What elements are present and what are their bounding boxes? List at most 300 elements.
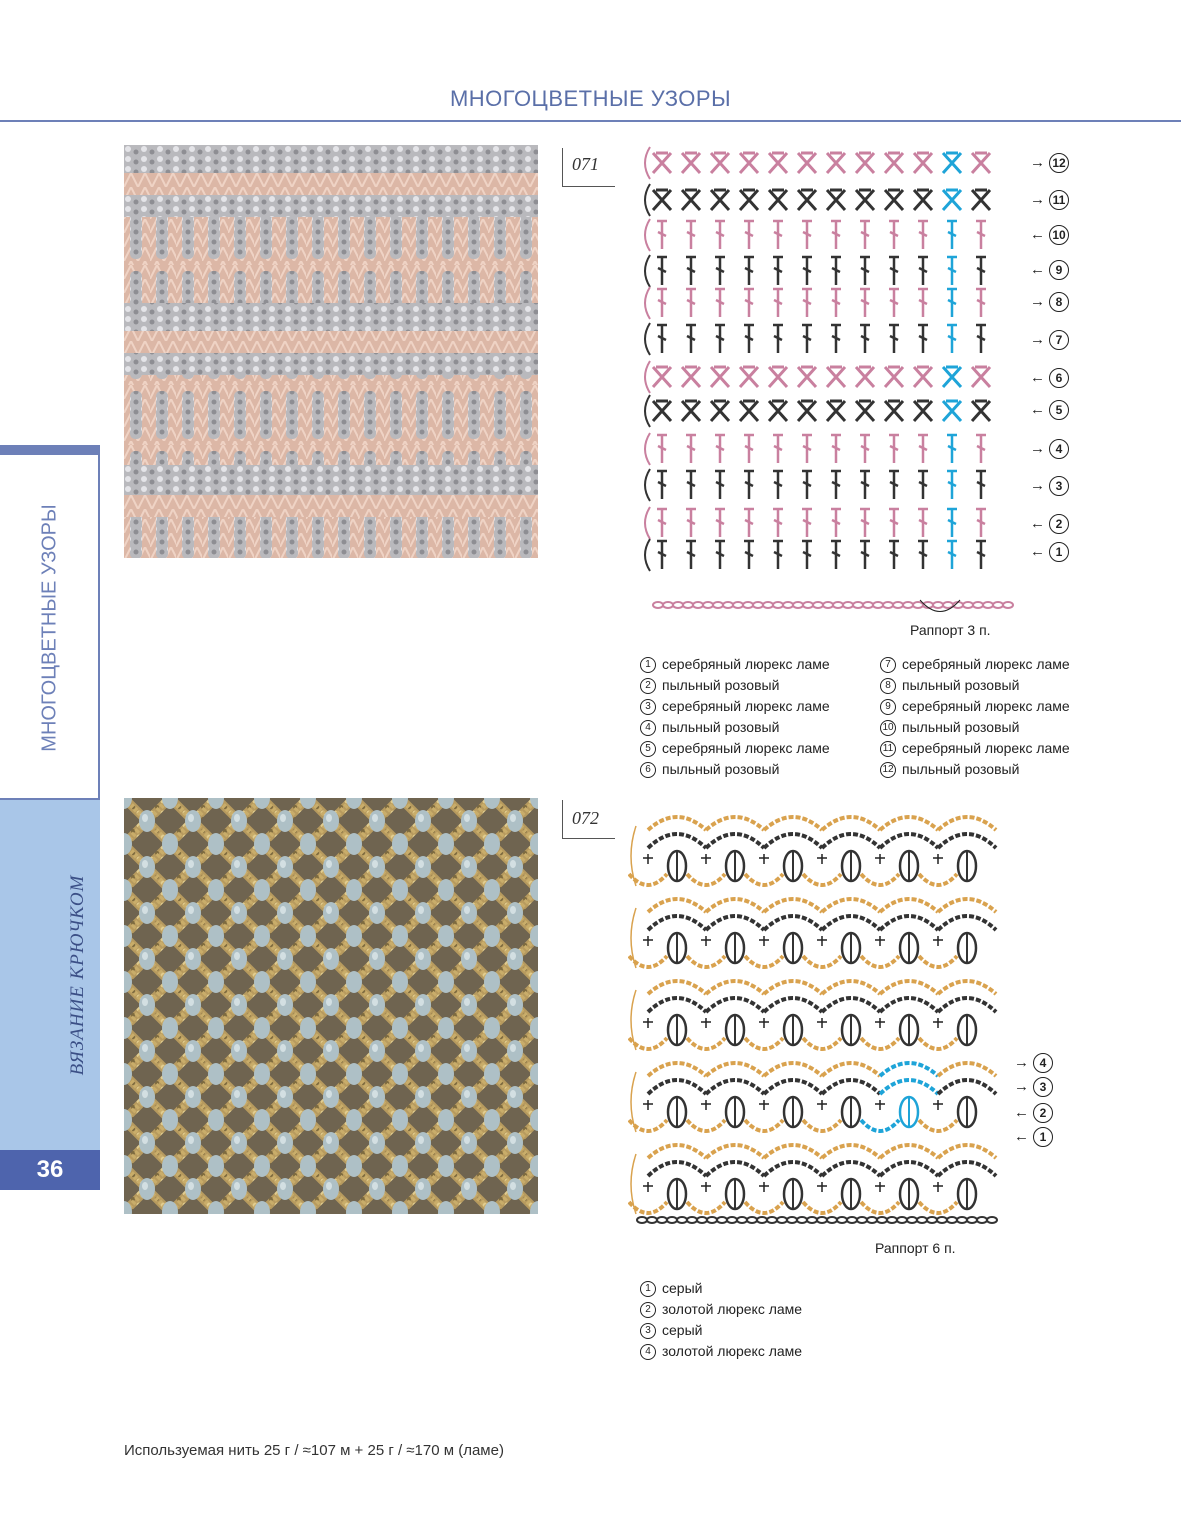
row-number: 8 (1049, 292, 1069, 312)
double-crochet-symbol (773, 257, 783, 285)
chain-arc-gold (706, 1063, 764, 1076)
row-number: 1 (1049, 542, 1069, 562)
cross-stitch-symbol (856, 401, 874, 421)
single-crochet-symbol (643, 936, 653, 946)
double-crochet-symbol (976, 435, 986, 463)
row-direction-arrow: → (1014, 1053, 1029, 1071)
legend-row-number: 6 (640, 762, 656, 778)
chain-arc-gold-lower (687, 956, 725, 967)
chain-arc-gold (938, 981, 996, 994)
chain-stitch-symbol (753, 602, 763, 608)
chain-stitch-symbol (947, 1217, 957, 1223)
legend-item (640, 1299, 802, 1320)
legend-item (880, 759, 1070, 780)
cross-stitch-symbol (827, 153, 845, 173)
cross-stitch-symbol (914, 367, 932, 387)
double-crochet-symbol (773, 221, 783, 249)
double-crochet-symbol (976, 541, 986, 569)
double-crochet-symbol (889, 325, 899, 353)
double-crochet-symbol (715, 509, 725, 537)
legend-row-number: 5 (640, 741, 656, 757)
row-direction-arrow: ← (1030, 368, 1045, 386)
chain-stitch-symbol (933, 602, 943, 608)
legend-row-number: 7 (880, 657, 896, 673)
chain-arc-gold-lower (745, 956, 783, 967)
legend-yarn-color: пыльный розовый (902, 761, 1020, 777)
double-crochet-symbol (744, 435, 754, 463)
double-crochet-symbol (686, 257, 696, 285)
row-number: 11 (1049, 190, 1069, 210)
row-direction-arrow: → (1014, 1077, 1029, 1095)
chain-stitch-symbol (703, 602, 713, 608)
double-crochet-symbol (715, 257, 725, 285)
chain-stitch-symbol (637, 1217, 647, 1223)
double-crochet-symbol (947, 509, 957, 537)
double-crochet-symbol (657, 541, 667, 569)
cross-stitch-symbol (711, 367, 729, 387)
row-direction-arrow: ← (1030, 400, 1045, 418)
row-number: 6 (1049, 368, 1069, 388)
chain-arc-dark (822, 916, 880, 930)
cross-stitch-symbol (769, 367, 787, 387)
double-crochet-symbol (889, 435, 899, 463)
cross-stitch-symbol (653, 153, 671, 173)
cross-stitch-symbol (827, 367, 845, 387)
double-crochet-symbol (802, 509, 812, 537)
chain-arc-dark (706, 1162, 764, 1176)
chain-stitch-symbol (677, 1217, 687, 1223)
turning-chain-symbol (645, 323, 650, 355)
legend-yarn-color: пыльный розовый (662, 761, 780, 777)
double-crochet-symbol (802, 435, 812, 463)
legend-item (640, 717, 830, 738)
legend-row-number: 2 (640, 678, 656, 694)
chain-arc-gold-lower (745, 1202, 783, 1213)
row-number: 12 (1049, 153, 1069, 173)
legend-item (640, 1320, 802, 1341)
chain-stitch-symbol (673, 602, 683, 608)
chain-arc-gold-lower (803, 1202, 841, 1213)
chain-stitch-symbol (917, 1217, 927, 1223)
cross-stitch-symbol (914, 190, 932, 210)
chain-arc-gold-lower (919, 874, 957, 885)
double-crochet-symbol (889, 541, 899, 569)
double-crochet-symbol (947, 289, 957, 317)
cross-stitch-symbol (914, 153, 932, 173)
cross-stitch-symbol (769, 401, 787, 421)
row-label-071 (1030, 400, 1069, 420)
cross-stitch-symbol (740, 190, 758, 210)
legend-row-number: 9 (880, 699, 896, 715)
legend-row-number: 8 (880, 678, 896, 694)
chain-arc-gold-lower (861, 1120, 899, 1131)
double-crochet-symbol (802, 257, 812, 285)
chain-arc-dark (938, 998, 996, 1012)
chain-arc-dark (822, 998, 880, 1012)
chain-arc-gold (648, 1063, 706, 1076)
row-direction-arrow: ← (1014, 1127, 1029, 1145)
cross-stitch-symbol (827, 401, 845, 421)
chain-arc-dark (706, 834, 764, 848)
chain-stitch-symbol (907, 1217, 917, 1223)
double-crochet-symbol (657, 289, 667, 317)
double-crochet-symbol (715, 289, 725, 317)
chain-arc-gold-lower (861, 1202, 899, 1213)
cross-stitch-symbol (711, 190, 729, 210)
legend-row-number: 2 (640, 1302, 656, 1318)
double-crochet-symbol (831, 541, 841, 569)
legend-item (640, 675, 830, 696)
chain-arc-dark (648, 916, 706, 930)
single-crochet-symbol (643, 1018, 653, 1028)
row-number: 7 (1049, 330, 1069, 350)
row-direction-arrow: ← (1030, 225, 1045, 243)
chain-arc-dark (706, 1080, 764, 1094)
double-crochet-symbol (947, 471, 957, 499)
row-number: 5 (1049, 400, 1069, 420)
chain-arc-gold-lower (687, 1120, 725, 1131)
chain-arc-dark (706, 998, 764, 1012)
row-label-071 (1030, 260, 1069, 280)
row-label-072 (1014, 1103, 1053, 1123)
double-crochet-symbol (657, 471, 667, 499)
double-crochet-symbol (802, 325, 812, 353)
double-crochet-symbol (744, 541, 754, 569)
single-crochet-symbol (759, 854, 769, 864)
chain-arc-gold-lower (803, 956, 841, 967)
double-crochet-symbol (889, 289, 899, 317)
cross-stitch-symbol (856, 153, 874, 173)
legend-yarn-color: золотой люрекс ламе (662, 1301, 803, 1317)
chain-arc-gold-lower (861, 1038, 899, 1049)
row-number: 10 (1049, 225, 1069, 245)
double-crochet-symbol (773, 435, 783, 463)
chain-stitch-symbol (763, 602, 773, 608)
cross-stitch-symbol (943, 401, 961, 421)
chain-arc-gold (880, 1063, 938, 1076)
cross-stitch-symbol (972, 401, 990, 421)
cross-stitch-symbol (653, 367, 671, 387)
chain-arc-gold (706, 1145, 764, 1158)
turning-chain-symbol (645, 184, 650, 216)
chain-stitch-symbol (783, 602, 793, 608)
cross-stitch-symbol (769, 190, 787, 210)
chain-stitch-symbol (987, 1217, 997, 1223)
double-crochet-symbol (918, 435, 928, 463)
repeat-label-071: Раппорт 3 п. (910, 622, 991, 638)
double-crochet-symbol (715, 325, 725, 353)
double-crochet-symbol (831, 509, 841, 537)
single-crochet-symbol (643, 1100, 653, 1110)
chain-arc-dark (880, 916, 938, 930)
double-crochet-symbol (773, 289, 783, 317)
double-crochet-symbol (918, 471, 928, 499)
double-crochet-symbol (860, 471, 870, 499)
chain-arc-gold (764, 1063, 822, 1076)
legend-item (880, 654, 1070, 675)
turning-chain-symbol (645, 147, 650, 179)
turning-chain-symbol (645, 507, 650, 539)
cross-stitch-symbol (798, 367, 816, 387)
chain-arc-gold-lower (803, 1038, 841, 1049)
chain-arc-gold (938, 899, 996, 912)
chain-arc-gold (764, 817, 822, 830)
legend-yarn-color: пыльный розовый (662, 719, 780, 735)
row-label-071 (1030, 542, 1069, 562)
cross-stitch-symbol (885, 153, 903, 173)
chain-arc-gold-lower (861, 874, 899, 885)
legend-072 (640, 1278, 802, 1362)
row-direction-arrow: → (1030, 330, 1045, 348)
legend-071-right (880, 654, 1070, 780)
single-crochet-symbol (933, 936, 943, 946)
double-crochet-symbol (744, 221, 754, 249)
row-label-072 (1014, 1077, 1053, 1097)
legend-yarn-color: серый (662, 1280, 703, 1296)
chain-arc-dark (764, 1162, 822, 1176)
row-number: 4 (1049, 439, 1069, 459)
double-crochet-symbol (773, 541, 783, 569)
chain-arc-gold-lower (745, 1120, 783, 1131)
double-crochet-symbol (657, 221, 667, 249)
legend-item (640, 1278, 802, 1299)
row-label-071 (1030, 514, 1069, 534)
row-label-071 (1030, 439, 1069, 459)
chain-stitch-symbol (747, 1217, 757, 1223)
double-crochet-symbol (947, 541, 957, 569)
row-label-071 (1030, 292, 1069, 312)
row-direction-arrow: → (1030, 476, 1045, 494)
chain-arc-dark (880, 1162, 938, 1176)
chain-stitch-symbol (883, 602, 893, 608)
single-crochet-symbol (933, 1018, 943, 1028)
chain-arc-gold-lower (803, 1120, 841, 1131)
legend-row-number: 12 (880, 762, 896, 778)
turning-chain-symbol (645, 433, 650, 465)
header-divider (0, 120, 1181, 122)
double-crochet-symbol (860, 325, 870, 353)
legend-row-number: 1 (640, 657, 656, 673)
chain-arc-dark (648, 1162, 706, 1176)
row-number: 3 (1033, 1077, 1053, 1097)
single-crochet-symbol (933, 1100, 943, 1110)
chain-arc-gold (880, 899, 938, 912)
double-crochet-symbol (802, 289, 812, 317)
chain-stitch-symbol (927, 1217, 937, 1223)
cross-stitch-symbol (972, 153, 990, 173)
turning-chain-symbol (645, 287, 650, 319)
chain-arc-gold (822, 899, 880, 912)
legend-item (880, 696, 1070, 717)
legend-row-number: 1 (640, 1281, 656, 1297)
cross-stitch-symbol (740, 367, 758, 387)
chain-stitch-symbol (937, 1217, 947, 1223)
chain-stitch-symbol (707, 1217, 717, 1223)
chain-stitch-symbol (787, 1217, 797, 1223)
double-crochet-symbol (889, 221, 899, 249)
double-crochet-symbol (657, 257, 667, 285)
legend-row-number: 4 (640, 720, 656, 736)
double-crochet-symbol (976, 509, 986, 537)
double-crochet-symbol (976, 221, 986, 249)
legend-yarn-color: пыльный розовый (662, 677, 780, 693)
cross-stitch-symbol (740, 153, 758, 173)
single-crochet-symbol (933, 1182, 943, 1192)
chain-stitch-symbol (777, 1217, 787, 1223)
double-crochet-symbol (947, 435, 957, 463)
double-crochet-symbol (715, 221, 725, 249)
chain-arc-dark (822, 1080, 880, 1094)
double-crochet-symbol (686, 509, 696, 537)
chain-arc-gold (764, 899, 822, 912)
chain-arc-dark (938, 834, 996, 848)
turning-chain-symbol (645, 469, 650, 501)
cross-stitch-symbol (682, 401, 700, 421)
chain-arc-dark (938, 1080, 996, 1094)
chain-stitch-symbol (663, 602, 673, 608)
double-crochet-symbol (686, 435, 696, 463)
chain-arc-dark (822, 1162, 880, 1176)
chain-stitch-symbol (973, 602, 983, 608)
chain-stitch-symbol (877, 1217, 887, 1223)
chain-arc-gold (938, 1063, 996, 1076)
double-crochet-symbol (686, 221, 696, 249)
row-direction-arrow: ← (1014, 1103, 1029, 1121)
double-crochet-symbol (976, 289, 986, 317)
page-header-title: МНОГОЦВЕТНЫЕ УЗОРЫ (449, 86, 732, 111)
row-label-071 (1030, 153, 1069, 173)
row-label-071 (1030, 190, 1069, 210)
chain-stitch-symbol (957, 1217, 967, 1223)
chain-stitch-symbol (843, 602, 853, 608)
double-crochet-symbol (918, 289, 928, 317)
double-crochet-symbol (657, 435, 667, 463)
single-crochet-symbol (643, 1182, 653, 1192)
double-crochet-symbol (947, 325, 957, 353)
cross-stitch-symbol (885, 401, 903, 421)
chain-stitch-symbol (647, 1217, 657, 1223)
legend-yarn-color: пыльный розовый (902, 677, 1020, 693)
single-crochet-symbol (759, 1100, 769, 1110)
chain-arc-gold (880, 817, 938, 830)
chain-stitch-symbol (797, 1217, 807, 1223)
chain-stitch-symbol (653, 602, 663, 608)
double-crochet-symbol (686, 541, 696, 569)
cross-stitch-symbol (769, 153, 787, 173)
double-crochet-symbol (686, 325, 696, 353)
chain-stitch-symbol (833, 602, 843, 608)
chain-stitch-symbol (977, 1217, 987, 1223)
single-crochet-symbol (933, 854, 943, 864)
double-crochet-symbol (831, 289, 841, 317)
chain-stitch-symbol (767, 1217, 777, 1223)
chain-arc-gold-lower (745, 1038, 783, 1049)
double-crochet-symbol (947, 257, 957, 285)
cross-stitch-symbol (856, 190, 874, 210)
single-crochet-symbol (817, 936, 827, 946)
single-crochet-symbol (701, 1182, 711, 1192)
double-crochet-symbol (860, 541, 870, 569)
cross-stitch-symbol (914, 401, 932, 421)
chain-stitch-symbol (737, 1217, 747, 1223)
chain-stitch-symbol (863, 602, 873, 608)
legend-yarn-color: серый (662, 1322, 703, 1338)
chain-stitch-symbol (657, 1217, 667, 1223)
cross-stitch-symbol (856, 367, 874, 387)
cross-stitch-symbol (972, 190, 990, 210)
chain-stitch-symbol (723, 602, 733, 608)
cross-stitch-symbol (885, 190, 903, 210)
chain-arc-gold (648, 981, 706, 994)
single-crochet-symbol (759, 936, 769, 946)
cross-stitch-symbol (740, 401, 758, 421)
cross-stitch-symbol (798, 190, 816, 210)
chain-arc-gold-lower (687, 874, 725, 885)
chain-stitch-symbol (983, 602, 993, 608)
chain-arc-dark (822, 834, 880, 848)
double-crochet-symbol (657, 509, 667, 537)
double-crochet-symbol (889, 471, 899, 499)
chain-stitch-symbol (773, 602, 783, 608)
legend-yarn-color: серебряный люрекс ламе (902, 656, 1070, 672)
chain-arc-dark (880, 834, 938, 848)
chain-arc-dark (706, 916, 764, 930)
chain-arc-gold (648, 817, 706, 830)
double-crochet-symbol (802, 221, 812, 249)
row-label-071 (1030, 368, 1069, 388)
double-crochet-symbol (918, 325, 928, 353)
double-crochet-symbol (918, 509, 928, 537)
single-crochet-symbol (875, 936, 885, 946)
single-crochet-symbol (759, 1018, 769, 1028)
chain-arc-gold (880, 1145, 938, 1158)
row-label-071 (1030, 225, 1069, 245)
chain-stitch-symbol (847, 1217, 857, 1223)
double-crochet-symbol (657, 325, 667, 353)
side-tab-section-label: МНОГОЦВЕТНЫЕ УЗОРЫ (38, 504, 61, 752)
double-crochet-symbol (860, 257, 870, 285)
double-crochet-symbol (744, 257, 754, 285)
legend-item (880, 738, 1070, 759)
row-direction-arrow: → (1030, 439, 1045, 457)
legend-item (880, 675, 1070, 696)
chain-stitch-symbol (683, 602, 693, 608)
cross-stitch-symbol (943, 190, 961, 210)
chain-arc-dark (880, 1080, 938, 1094)
double-crochet-symbol (744, 325, 754, 353)
double-crochet-symbol (802, 471, 812, 499)
cross-stitch-symbol (943, 367, 961, 387)
chain-arc-gold-lower (919, 1120, 957, 1131)
turning-chain-symbol (645, 255, 650, 287)
legend-item (640, 759, 830, 780)
chain-arc-dark (764, 998, 822, 1012)
double-crochet-symbol (831, 435, 841, 463)
double-crochet-symbol (715, 435, 725, 463)
crochet-chart-071 (640, 145, 1030, 615)
side-tab-book-label: ВЯЗАНИЕ КРЮЧКОМ (67, 874, 88, 1076)
swatch-photo-071 (124, 145, 538, 558)
chain-stitch-symbol (717, 1217, 727, 1223)
chain-arc-gold (648, 1145, 706, 1158)
pattern-number-071: 071 (572, 154, 599, 174)
chain-arc-dark (938, 1162, 996, 1176)
turning-chain-symbol (645, 361, 650, 393)
chain-stitch-symbol (807, 1217, 817, 1223)
chain-arc-gold-lower (919, 1038, 957, 1049)
legend-item (640, 738, 830, 759)
legend-yarn-color: золотой люрекс ламе (662, 1343, 803, 1359)
